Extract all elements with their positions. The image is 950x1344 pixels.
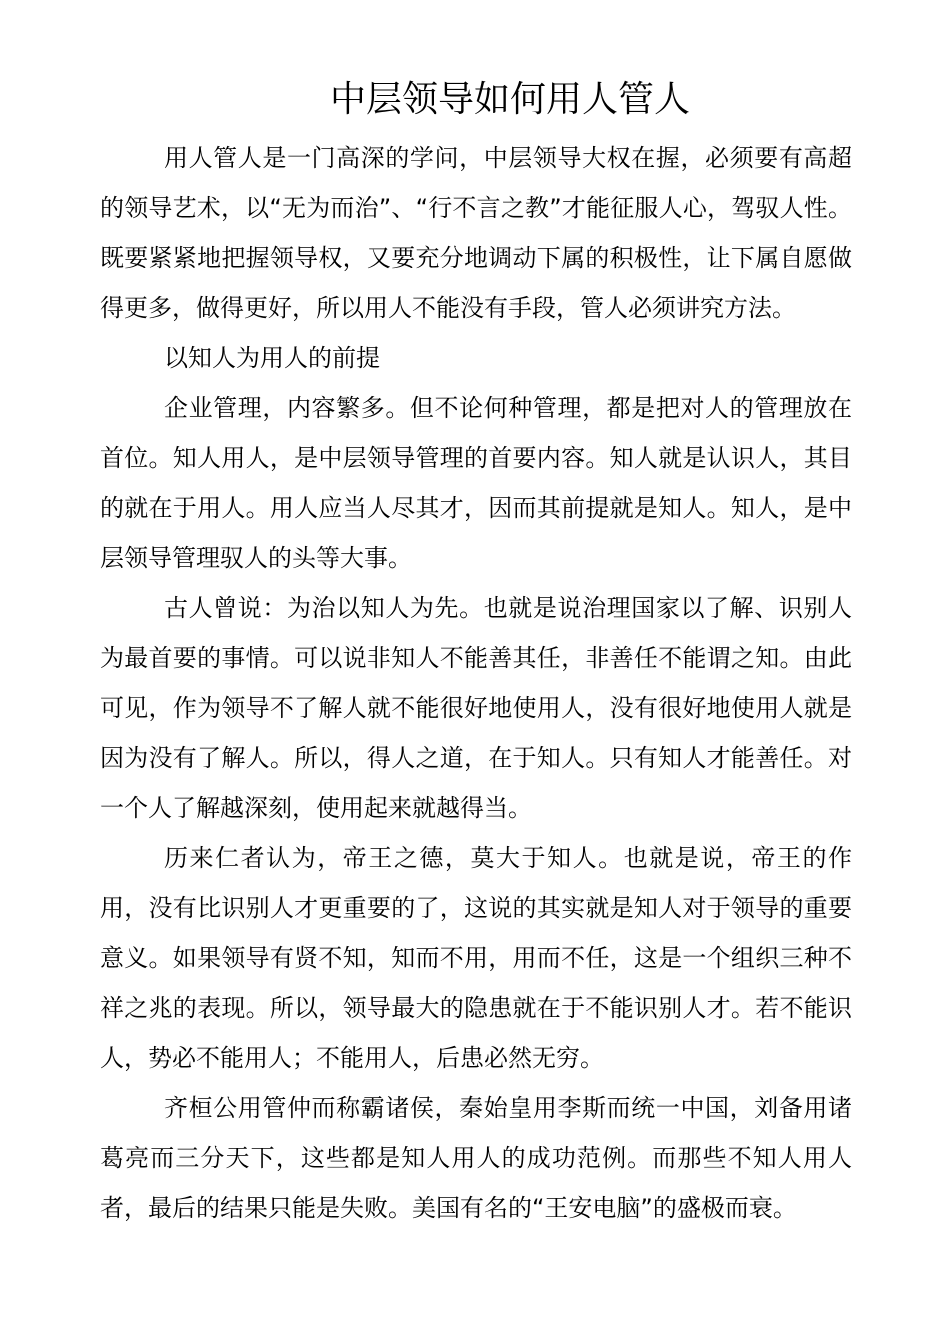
intro-paragraph: 用人管人是一门高深的学问，中层领导大权在握，必须要有高超的领导艺术，以“无为而治”、“行不言之教”才能征服人心，驾驭人性。既要紧紧地把握领导权，又要充分地调动下属的积极性，让下属自愿做得更多，做得更好，所以用人不能没有手段，管人必须讲究方法。 bbox=[100, 144, 852, 322]
body-paragraph: 古人曾说：为治以知人为先。也就是说治理国家以了解、识别人为最首要的事情。可以说非知人不能善其任，非善任不能谓之知。由此可见，作为领导不了解人就不能很好地使用人，没有很好地使用人就是因为没有了解人。所以，得人之道，在于知人。只有知人才能善任。对一个人了解越深刻，使用起来就越得当。 bbox=[100, 594, 852, 822]
body-paragraph: 历来仁者认为，帝王之德，莫大于知人。也就是说，帝王的作用，没有比识别人才更重要的了，这说的其实就是知人对于领导的重要意义。如果领导有贤不知，知而不用，用而不任，这是一个组织三种不祥之兆的表现。所以，领导最大的隐患就在于不能识别人才。若不能识人，势必不能用人；不能用人，后患必然无穷。 bbox=[100, 844, 852, 1072]
section-heading: 以知人为用人的前提 bbox=[164, 344, 380, 372]
body-paragraph: 齐桓公用管仲而称霸诸侯，秦始皇用李斯而统一中国，刘备用诸葛亮而三分天下，这些都是知人用人的成功范例。而那些不知人用人者，最后的结果只能是失败。美国有名的“王安电脑”的盛极而衰。 bbox=[100, 1094, 852, 1222]
document-body bbox=[100, 133, 852, 1233]
body-paragraph: 企业管理，内容繁多。但不论何种管理，都是把对人的管理放在首位。知人用人，是中层领导管理的首要内容。知人就是认识人，其目的就在于用人。用人应当人尽其才，因而其前提就是知人。知人，是中层领导管理驭人的头等大事。 bbox=[100, 394, 852, 572]
document-title: 中层领导如何用人管人 bbox=[329, 79, 690, 120]
